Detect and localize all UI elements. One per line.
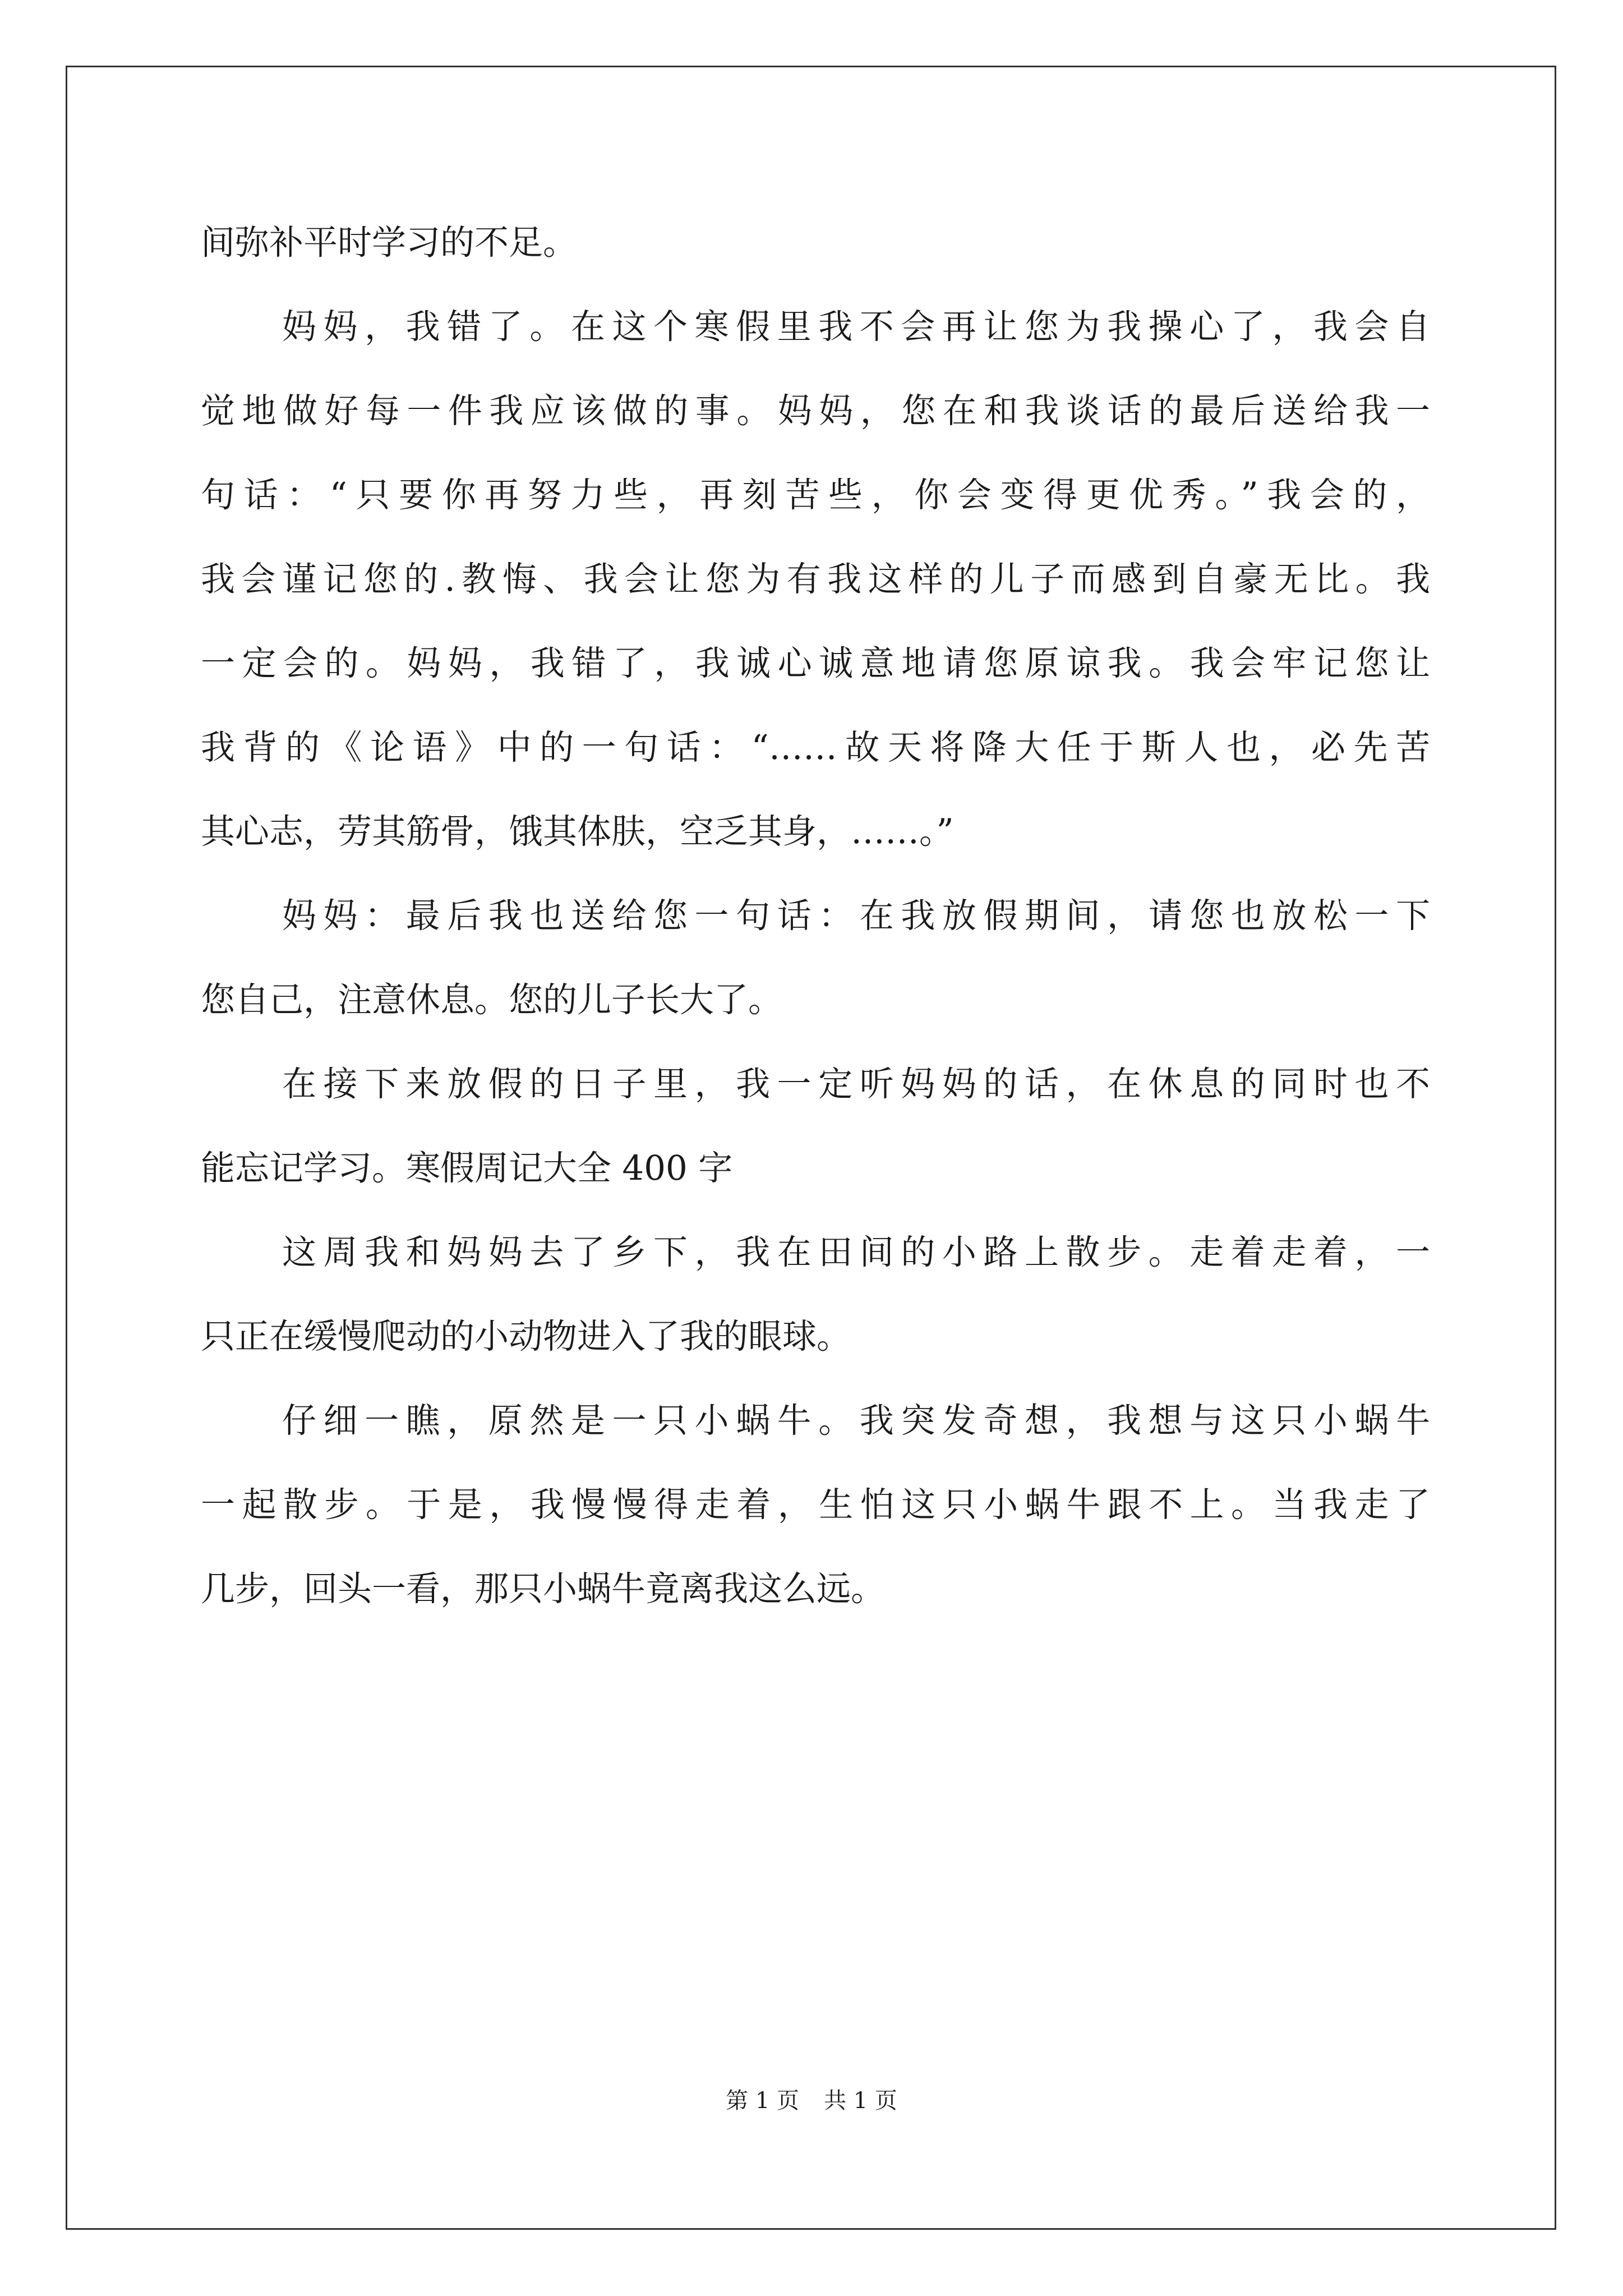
text-line: 句话：“只要你再努力些，再刻苦些，你会变得更优秀。”我会的， xyxy=(201,475,1430,515)
page-footer xyxy=(0,2084,1623,2118)
text-line: 一定会的。妈妈，我错了，我诚心诚意地请您原谅我。我会牢记您让 xyxy=(201,643,1430,683)
paragraph-start-line: 仔细一瞧，原然是一只小蜗牛。我突发奇想，我想与这只小蜗牛 xyxy=(282,1401,1430,1441)
paragraph-start-line: 妈妈：最后我也送给您一句话：在我放假期间，请您也放松一下 xyxy=(282,896,1430,936)
text-line: 一起散步。于是，我慢慢得走着，生怕这只小蜗牛跟不上。当我走了 xyxy=(201,1485,1430,1525)
text-line: 能忘记学习。寒假周记大全 400 字 xyxy=(201,1148,733,1188)
paragraph-start-line: 妈妈，我错了。在这个寒假里我不会再让您为我操心了，我会自 xyxy=(282,307,1430,347)
page-number: 第 1 页 xyxy=(726,2088,799,2114)
text-line: 其心志，劳其筋骨，饿其体肤，空乏其身，……。” xyxy=(201,812,954,852)
text-line: 觉地做好每一件我应该做的事。妈妈，您在和我谈话的最后送给我一 xyxy=(201,391,1430,431)
text-line: 几步，回头一看，那只小蜗牛竟离我这么远。 xyxy=(201,1569,886,1609)
text-line: 您自己，注意休息。您的儿子长大了。 xyxy=(201,980,783,1020)
page-total: 共 1 页 xyxy=(824,2088,897,2114)
text-line: 间弥补平时学习的不足。 xyxy=(201,223,578,263)
text-line: 我背的《论语》中的一句话：“……故天将降大任于斯人也，必先苦 xyxy=(201,728,1430,767)
paragraph-start-line: 这周我和妈妈去了乡下，我在田间的小路上散步。走着走着，一 xyxy=(282,1232,1430,1272)
paragraph-start-line: 在接下来放假的日子里，我一定听妈妈的话，在休息的同时也不 xyxy=(282,1064,1430,1104)
text-line: 只正在缓慢爬动的小动物进入了我的眼球。 xyxy=(201,1317,851,1356)
text-line: 我会谨记您的.教悔、我会让您为有我这样的儿子而感到自豪无比。我 xyxy=(201,559,1430,599)
